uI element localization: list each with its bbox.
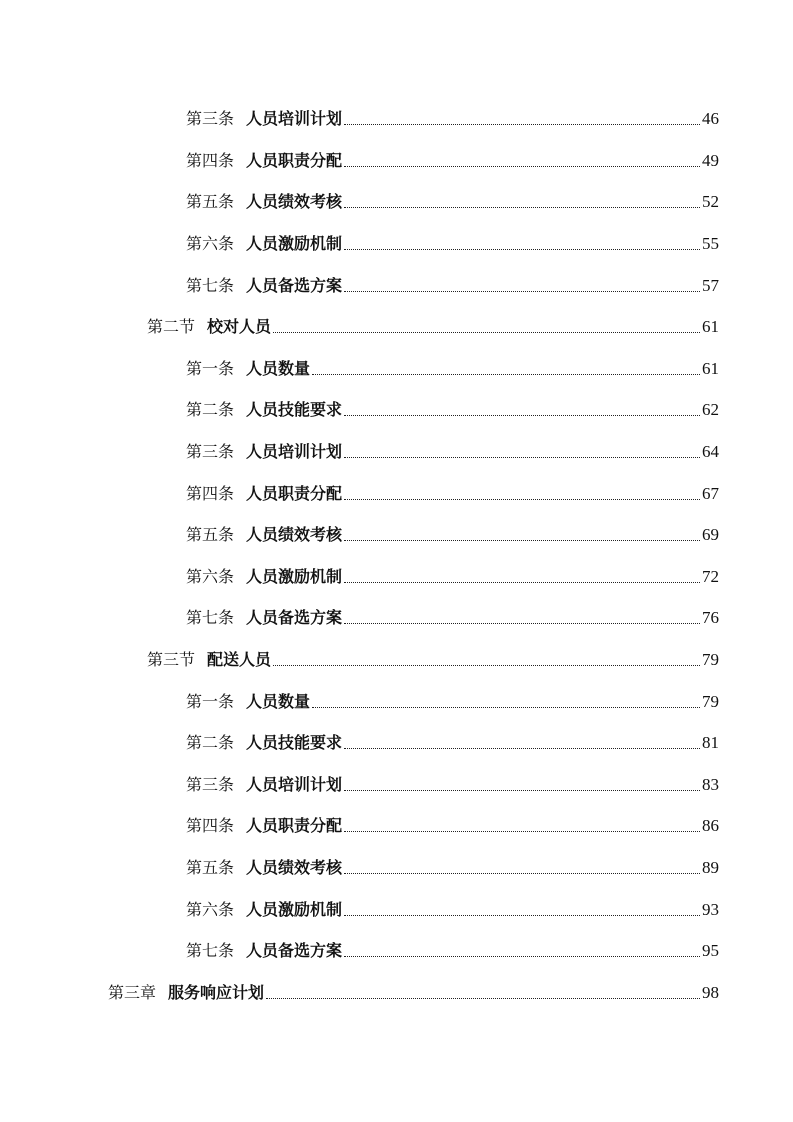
entry-number: 第七条 (186, 941, 235, 960)
toc-entry[interactable] (186, 228, 719, 254)
dot-leader (344, 207, 700, 208)
entry-page-number: 67 (702, 484, 719, 503)
dot-leader (273, 332, 700, 333)
entry-number: 第六条 (186, 234, 235, 253)
dot-leader (344, 831, 700, 832)
entry-number: 第二节 (147, 317, 196, 336)
toc-entry[interactable] (186, 852, 719, 878)
entry-number: 第四条 (186, 151, 235, 170)
dot-leader (344, 415, 700, 416)
entry-title: 人员备选方案 (246, 608, 343, 627)
entry-number: 第一条 (186, 692, 235, 711)
entry-page-number: 95 (702, 941, 719, 960)
dot-leader (273, 665, 700, 666)
toc-entry[interactable] (186, 519, 719, 545)
entry-title: 人员备选方案 (246, 941, 343, 960)
entry-page-number: 46 (702, 109, 719, 128)
entry-title: 人员备选方案 (246, 276, 343, 295)
entry-number: 第五条 (186, 192, 235, 211)
entry-page-number: 55 (702, 234, 719, 253)
toc-entry[interactable] (186, 561, 719, 587)
toc-entry[interactable] (186, 478, 719, 504)
entry-title: 配送人员 (207, 650, 272, 669)
entry-title: 人员数量 (246, 692, 311, 711)
entry-number: 第四条 (186, 816, 235, 835)
dot-leader (344, 790, 700, 791)
toc-entry[interactable] (186, 602, 719, 628)
entry-page-number: 79 (702, 650, 719, 669)
toc-entry[interactable] (186, 103, 719, 129)
entry-page-number: 76 (702, 608, 719, 627)
entry-title: 人员激励机制 (246, 900, 343, 919)
entry-number: 第六条 (186, 900, 235, 919)
entry-page-number: 83 (702, 775, 719, 794)
entry-title: 人员绩效考核 (246, 525, 343, 544)
entry-page-number: 86 (702, 816, 719, 835)
toc-entry[interactable] (147, 644, 719, 670)
toc-entry[interactable] (186, 186, 719, 212)
toc-entry[interactable] (186, 935, 719, 961)
entry-page-number: 52 (702, 192, 719, 211)
entry-title: 人员职责分配 (246, 816, 343, 835)
entry-page-number: 81 (702, 733, 719, 752)
dot-leader (344, 457, 700, 458)
toc-entry[interactable] (147, 311, 719, 337)
entry-page-number: 57 (702, 276, 719, 295)
entry-page-number: 89 (702, 858, 719, 877)
entry-page-number: 62 (702, 400, 719, 419)
entry-title: 人员职责分配 (246, 151, 343, 170)
entry-page-number: 61 (702, 317, 719, 336)
dot-leader (344, 873, 700, 874)
entry-title: 人员激励机制 (246, 567, 343, 586)
dot-leader (344, 166, 700, 167)
entry-title: 校对人员 (207, 317, 272, 336)
entry-page-number: 69 (702, 525, 719, 544)
entry-number: 第三条 (186, 775, 235, 794)
toc-entry[interactable] (186, 353, 719, 379)
entry-number: 第五条 (186, 858, 235, 877)
entry-title: 人员培训计划 (246, 775, 343, 794)
toc-entry[interactable] (186, 270, 719, 296)
entry-page-number: 64 (702, 442, 719, 461)
entry-page-number: 49 (702, 151, 719, 170)
entry-number: 第三条 (186, 442, 235, 461)
entry-page-number: 61 (702, 359, 719, 378)
entry-number: 第七条 (186, 276, 235, 295)
toc-entry[interactable] (186, 394, 719, 420)
toc-entry[interactable] (186, 145, 719, 171)
toc-entry[interactable] (108, 977, 719, 1003)
entry-title: 人员绩效考核 (246, 192, 343, 211)
toc-entry[interactable] (186, 727, 719, 753)
entry-title: 人员激励机制 (246, 234, 343, 253)
entry-number: 第七条 (186, 608, 235, 627)
toc-entry[interactable] (186, 894, 719, 920)
dot-leader (344, 249, 700, 250)
entry-title: 人员技能要求 (246, 733, 343, 752)
dot-leader (344, 499, 700, 500)
toc-entry[interactable] (186, 436, 719, 462)
entry-number: 第四条 (186, 484, 235, 503)
entry-page-number: 72 (702, 567, 719, 586)
dot-leader (344, 291, 700, 292)
entry-title: 人员培训计划 (246, 109, 343, 128)
entry-number: 第三条 (186, 109, 235, 128)
entry-number: 第五条 (186, 525, 235, 544)
entry-number: 第二条 (186, 733, 235, 752)
dot-leader (312, 374, 700, 375)
entry-page-number: 79 (702, 692, 719, 711)
dot-leader (344, 623, 700, 624)
dot-leader (344, 124, 700, 125)
dot-leader (344, 748, 700, 749)
entry-title: 服务响应计划 (168, 983, 265, 1002)
entry-title: 人员绩效考核 (246, 858, 343, 877)
toc-entry[interactable] (186, 769, 719, 795)
entry-page-number: 93 (702, 900, 719, 919)
dot-leader (344, 582, 700, 583)
entry-title: 人员数量 (246, 359, 311, 378)
dot-leader (266, 998, 700, 999)
dot-leader (344, 540, 700, 541)
entry-number: 第六条 (186, 567, 235, 586)
entry-page-number: 98 (702, 983, 719, 1002)
entry-number: 第一条 (186, 359, 235, 378)
dot-leader (344, 915, 700, 916)
entry-title: 人员职责分配 (246, 484, 343, 503)
dot-leader (344, 956, 700, 957)
toc-entry[interactable] (186, 810, 719, 836)
dot-leader (312, 707, 700, 708)
toc-entry[interactable] (186, 686, 719, 712)
entry-number: 第三节 (147, 650, 196, 669)
entry-number: 第三章 (108, 983, 157, 1002)
entry-number: 第二条 (186, 400, 235, 419)
entry-title: 人员技能要求 (246, 400, 343, 419)
entry-title: 人员培训计划 (246, 442, 343, 461)
